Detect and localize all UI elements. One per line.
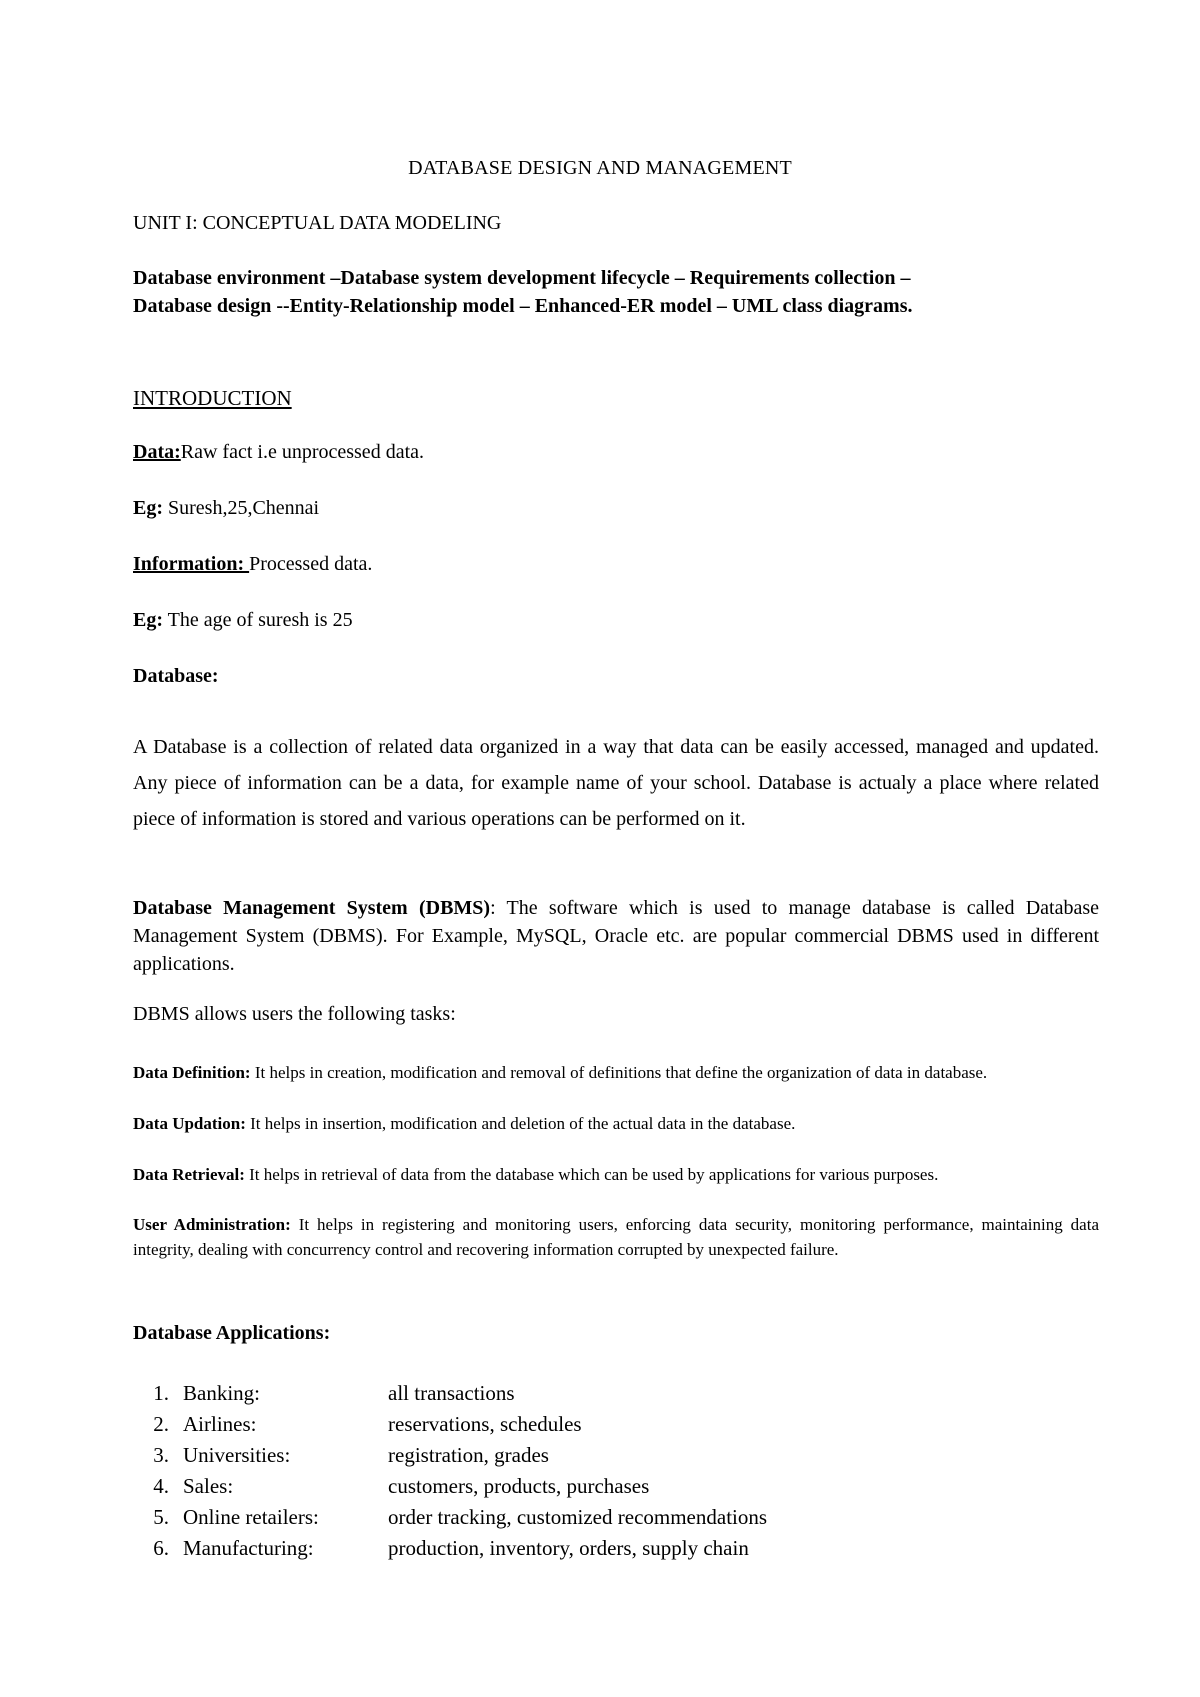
list-item-description: customers, products, purchases <box>388 1474 650 1498</box>
list-item <box>133 1409 1033 1440</box>
unit-topics-line-1: Database environment –Database system development lifecycle – Requirements collection – <box>133 267 911 289</box>
data-definition-line <box>133 441 424 464</box>
task-data-retrieval <box>133 1162 1099 1187</box>
unit-topics <box>133 264 913 320</box>
document-title: DATABASE DESIGN AND MANAGEMENT <box>408 157 792 179</box>
list-item-number: 4. <box>153 1474 169 1498</box>
list-item-number: 3. <box>153 1443 169 1467</box>
dbms-text: : The software which is used to manage database is called Database Management System (DBMS). For Example, MySQL, Oracle etc. are popular commercial DBMS used in different applications. <box>133 897 1099 975</box>
list-item-description: production, inventory, orders, supply chain <box>388 1536 749 1560</box>
task-text: It helps in creation, modification and removal of definitions that define the organization of data in database. <box>250 1063 988 1082</box>
task-data-updation <box>133 1111 1099 1136</box>
list-item <box>133 1533 1033 1564</box>
list-item-name: Manufacturing: <box>183 1536 314 1560</box>
example-label-2: Eg: <box>133 609 163 631</box>
list-item-name: Online retailers: <box>183 1505 319 1529</box>
applications-heading: Database Applications: <box>133 1322 331 1344</box>
list-item-number: 6. <box>153 1536 169 1560</box>
list-item-description: registration, grades <box>388 1443 549 1467</box>
applications-list <box>133 1378 1033 1564</box>
task-text: It helps in retrieval of data from the database which can be used by applications for various purposes. <box>244 1165 939 1184</box>
example-text-2: The age of suresh is 25 <box>163 609 353 631</box>
information-label: Information: <box>133 553 250 575</box>
list-item-description: all transactions <box>388 1381 515 1405</box>
example-text-1: Suresh,25,Chennai <box>163 497 320 519</box>
task-label: User Administration: <box>133 1215 291 1234</box>
task-user-administration <box>133 1212 1099 1262</box>
list-item-name: Airlines: <box>183 1412 257 1436</box>
example-line-1 <box>133 497 319 520</box>
task-label: Data Definition: <box>133 1063 251 1082</box>
example-line-2 <box>133 609 353 632</box>
list-item-number: 5. <box>153 1505 169 1529</box>
database-paragraph: A Database is a collection of related data organized in a way that data can be easily accessed, managed and updated. Any piece of information can be a data, for example name of your school. Database is actualy a place where related piece of information is stored and various operations can be performed on it. <box>133 736 1099 830</box>
information-text: Processed data. <box>249 553 373 575</box>
task-label: Data Updation: <box>133 1114 246 1133</box>
list-item-name: Sales: <box>183 1474 234 1498</box>
task-text: It helps in registering and monitoring users, enforcing data security, monitoring performance, maintaining data integrity, dealing with concurrency control and recovering information corrupted by unexpected failure. <box>133 1215 1099 1259</box>
unit-topics-line-2: Database design --Entity-Relationship model – Enhanced-ER model – UML class diagrams. <box>133 295 913 317</box>
list-item-description: order tracking, customized recommendations <box>388 1505 768 1529</box>
list-item <box>133 1440 1033 1471</box>
dbms-label: Database Management System (DBMS) <box>133 897 491 919</box>
example-label-1: Eg: <box>133 497 163 519</box>
task-text: It helps in insertion, modification and deletion of the actual data in the database. <box>245 1114 796 1133</box>
list-item-number: 2. <box>153 1412 169 1436</box>
dbms-paragraph <box>133 894 1099 978</box>
data-label: Data: <box>133 441 181 463</box>
list-item <box>133 1471 1033 1502</box>
information-definition-line <box>133 553 372 576</box>
list-item <box>133 1378 1033 1409</box>
list-item-name: Banking: <box>183 1381 260 1405</box>
unit-heading: UNIT I: CONCEPTUAL DATA MODELING <box>133 212 502 234</box>
task-data-definition <box>133 1060 1099 1085</box>
database-heading: Database: <box>133 665 219 687</box>
data-text: Raw fact i.e unprocessed data. <box>180 441 424 463</box>
list-item-number: 1. <box>153 1381 169 1405</box>
list-item-description: reservations, schedules <box>388 1412 582 1436</box>
list-item <box>133 1502 1033 1533</box>
dbms-tasks-intro: DBMS allows users the following tasks: <box>133 1003 456 1025</box>
list-item-name: Universities: <box>183 1443 291 1467</box>
task-label: Data Retrieval: <box>133 1165 245 1184</box>
introduction-heading: INTRODUCTION <box>133 386 292 410</box>
